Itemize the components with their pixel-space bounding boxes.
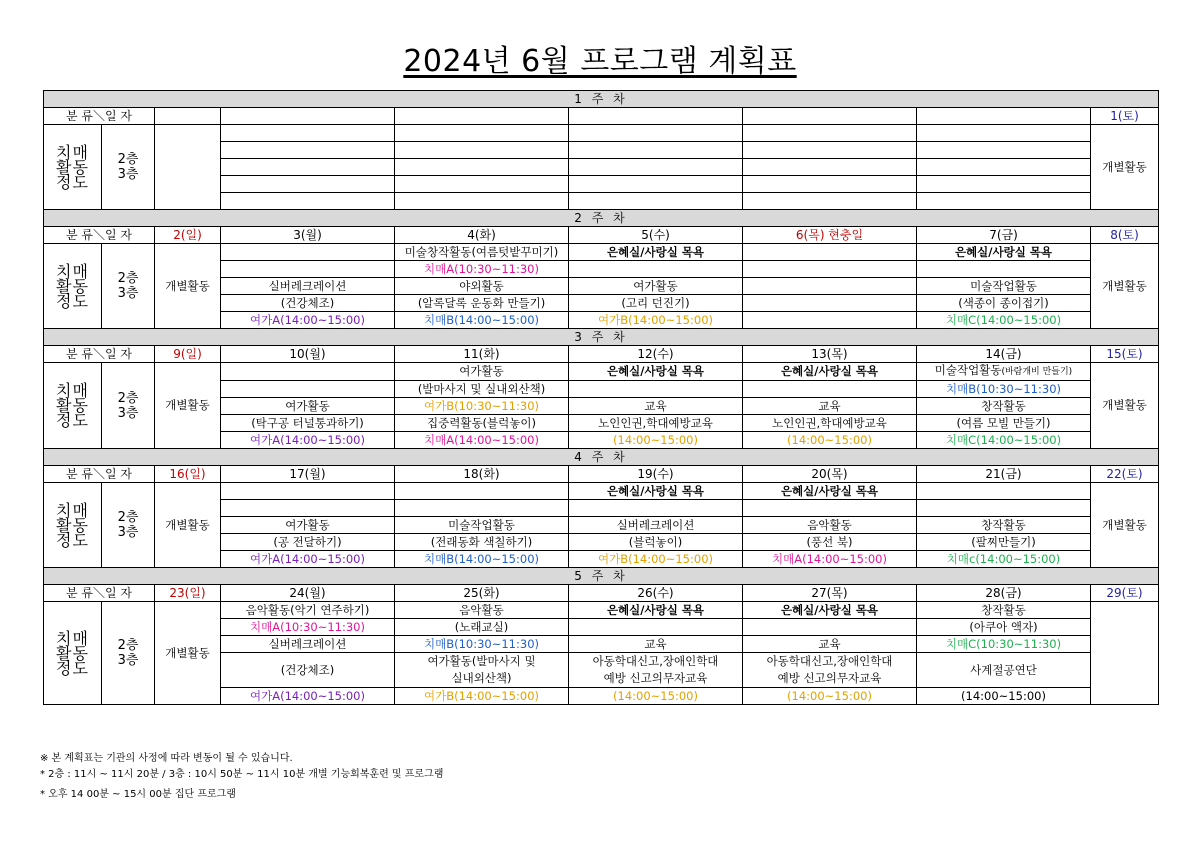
schedule-cell: 치매A(10:30~11:30)	[221, 619, 395, 636]
table-cell	[221, 108, 395, 125]
table-cell	[1091, 602, 1159, 705]
schedule-cell: 은혜실/사랑실 목욕	[569, 483, 743, 500]
schedule-cell: 음악활동	[743, 517, 917, 534]
schedule-cell: 노인인권,학대예방교육	[743, 415, 917, 432]
category-label: 치매 활동 정도	[44, 483, 102, 568]
schedule-cell: (팔찌만들기)	[917, 534, 1091, 551]
schedule-cell: 교육	[743, 636, 917, 653]
table-cell	[743, 381, 917, 398]
table-cell	[569, 176, 743, 193]
schedule-cell: 치매B(10:30~11:30)	[395, 636, 569, 653]
table-cell	[155, 108, 221, 125]
schedule-cell: 사계절공연단	[917, 653, 1091, 688]
table-cell	[917, 483, 1091, 500]
table-cell: 16(일)	[155, 466, 221, 483]
category-label: 치매 활동 정도	[44, 602, 102, 705]
table-cell: 19(수)	[569, 466, 743, 483]
footnote: * 2층 : 11시 ~ 11시 20분 / 3층 : 10시 50분 ~ 11시 10분 개별 기능회복훈련 및 프로그램	[40, 769, 444, 780]
schedule-cell: (14:00~15:00)	[743, 432, 917, 449]
table-cell: 개별활동	[155, 602, 221, 705]
table-cell	[917, 142, 1091, 159]
schedule-cell: (건강체조)	[221, 653, 395, 688]
schedule-cell: (색종이 종이접기)	[917, 295, 1091, 312]
schedule-cell: 여가B(10:30~11:30)	[395, 398, 569, 415]
week-header	[44, 210, 1159, 227]
schedule-cell: 아동학대신고,장애인학대 예방 신고의무자교육	[743, 653, 917, 688]
schedule-cell: 실버레크레이션	[221, 636, 395, 653]
schedule-cell: 여가B(14:00~15:00)	[395, 688, 569, 705]
table-cell	[569, 619, 743, 636]
schedule-cell: 치매A(14:00~15:00)	[743, 551, 917, 568]
schedule-cell: (14:00~15:00)	[743, 688, 917, 705]
floor-label: 2층 3층	[102, 125, 155, 210]
schedule-cell: 창작활동	[917, 398, 1091, 415]
table-cell	[917, 159, 1091, 176]
table-cell: 2 주 차	[44, 210, 1159, 227]
table-cell	[395, 483, 569, 500]
schedule-cell: 은혜실/사랑실 목욕	[569, 244, 743, 261]
table-cell: 2(일)	[155, 227, 221, 244]
week-header	[44, 329, 1159, 346]
table-cell: 25(화)	[395, 585, 569, 602]
schedule-cell: 음악활동	[395, 602, 569, 619]
schedule-cell: 여가활동	[395, 363, 569, 381]
date-saturday: 1(토)	[1091, 108, 1159, 125]
table-cell: 개별활동	[155, 363, 221, 449]
schedule-cell: 여가B(14:00~15:00)	[569, 551, 743, 568]
schedule-cell: 치매B(14:00~15:00)	[395, 551, 569, 568]
table-cell	[221, 500, 395, 517]
schedule-cell: (고리 던진기)	[569, 295, 743, 312]
table-cell: 27(목)	[743, 585, 917, 602]
table-cell: 13(목)	[743, 346, 917, 363]
table-cell	[395, 142, 569, 159]
table-cell	[743, 142, 917, 159]
table-cell	[395, 125, 569, 142]
table-cell	[221, 193, 395, 210]
schedule-cell: 치매A(10:30~11:30)	[395, 261, 569, 278]
table-cell: 분 류＼일 자	[44, 466, 155, 483]
table-cell	[743, 125, 917, 142]
table-cell: 21(금)	[917, 466, 1091, 483]
schedule-cell: 치매C(14:00~15:00)	[917, 312, 1091, 329]
schedule-cell: 음악활동(악기 연주하기)	[221, 602, 395, 619]
table-cell	[917, 500, 1091, 517]
table-cell	[221, 244, 395, 261]
schedule-cell: (발마사지 및 실내외산책)	[395, 381, 569, 398]
table-cell	[743, 312, 917, 329]
table-cell	[395, 176, 569, 193]
table-cell: 29(토)	[1091, 585, 1159, 602]
schedule-cell: 여가A(14:00~15:00)	[221, 432, 395, 449]
table-cell: 개별활동	[1091, 363, 1159, 449]
table-cell	[221, 363, 395, 381]
table-cell	[743, 193, 917, 210]
table-cell	[569, 500, 743, 517]
table-cell: 3(월)	[221, 227, 395, 244]
schedule-cell: 미술창작활동(여름텃밭꾸미기)	[395, 244, 569, 261]
table-cell	[743, 278, 917, 295]
table-cell	[917, 261, 1091, 278]
table-cell	[917, 125, 1091, 142]
schedule-cell: 야외활동	[395, 278, 569, 295]
schedule-cell: (아쿠아 액자)	[917, 619, 1091, 636]
schedule-cell: 실버레크레이션	[569, 517, 743, 534]
table-cell	[743, 244, 917, 261]
table-cell	[395, 159, 569, 176]
floor-label: 2층 3층	[102, 483, 155, 568]
table-cell	[221, 261, 395, 278]
schedule-cell: 여가B(14:00~15:00)	[569, 312, 743, 329]
schedule-cell: (풍선 북)	[743, 534, 917, 551]
table-cell: 개별활동	[1091, 483, 1159, 568]
table-cell	[569, 193, 743, 210]
schedule-cell: 은혜실/사랑실 목욕	[743, 602, 917, 619]
table-cell: 분 류＼일 자	[44, 346, 155, 363]
table-cell	[743, 500, 917, 517]
table-cell: 20(목)	[743, 466, 917, 483]
table-cell: 8(토)	[1091, 227, 1159, 244]
schedule-cell: 미술작업활동(바람개비 만들기)	[917, 363, 1091, 381]
day-header-row	[44, 227, 1159, 244]
table-cell	[743, 261, 917, 278]
table-cell: 4 주 차	[44, 449, 1159, 466]
schedule-cell: 여가A(14:00~15:00)	[221, 551, 395, 568]
week-header	[44, 449, 1159, 466]
schedule-cell: 창작활동	[917, 517, 1091, 534]
floor-label: 2층 3층	[102, 244, 155, 329]
table-cell	[743, 159, 917, 176]
table-cell	[569, 159, 743, 176]
schedule-cell: 여가활동	[221, 517, 395, 534]
table-cell: 24(월)	[221, 585, 395, 602]
schedule-cell: 은혜실/사랑실 목욕	[743, 363, 917, 381]
table-cell	[221, 483, 395, 500]
schedule-cell: (알록달록 운동화 만들기)	[395, 295, 569, 312]
table-cell: 14(금)	[917, 346, 1091, 363]
day-header-row	[44, 585, 1159, 602]
table-cell	[569, 108, 743, 125]
table-cell: 9(일)	[155, 346, 221, 363]
schedule-cell: 치매C(14:00~15:00)	[917, 432, 1091, 449]
schedule-cell: 여가활동(발마사지 및 실내외산책)	[395, 653, 569, 688]
schedule-cell: 노인인권,학대예방교육	[569, 415, 743, 432]
table-cell: 15(토)	[1091, 346, 1159, 363]
table-cell: 7(금)	[917, 227, 1091, 244]
table-cell: 10(월)	[221, 346, 395, 363]
schedule-cell: (공 전달하기)	[221, 534, 395, 551]
schedule-cell: 치매B(10:30~11:30)	[917, 381, 1091, 398]
schedule-cell: (탁구공 터널통과하기)	[221, 415, 395, 432]
schedule-cell: (블럭놓이)	[569, 534, 743, 551]
table-cell	[569, 142, 743, 159]
schedule-cell: (노래교실)	[395, 619, 569, 636]
table-cell	[743, 108, 917, 125]
table-cell: 1 주 차	[44, 91, 1159, 108]
footnote: * 오후 14 00분 ~ 15시 00분 집단 프로그램	[40, 789, 236, 800]
schedule-cell: 미술작업활동	[395, 517, 569, 534]
table-cell	[743, 176, 917, 193]
schedule-cell: 교육	[569, 636, 743, 653]
schedule-cell: (14:00~15:00)	[917, 688, 1091, 705]
table-cell: 26(수)	[569, 585, 743, 602]
schedule-cell: 은혜실/사랑실 목욕	[743, 483, 917, 500]
table-cell: 6(목) 현충일	[743, 227, 917, 244]
schedule-cell: 여가활동	[569, 278, 743, 295]
week-header	[44, 91, 1159, 108]
schedule-cell: 교육	[569, 398, 743, 415]
table-cell: 12(수)	[569, 346, 743, 363]
table-cell	[569, 125, 743, 142]
table-cell	[569, 261, 743, 278]
table-cell: 23(일)	[155, 585, 221, 602]
category-label: 치매 활동 정도	[44, 363, 102, 449]
table-cell: 17(월)	[221, 466, 395, 483]
schedule-cell: (전래동화 색칠하기)	[395, 534, 569, 551]
day-header-row	[44, 466, 1159, 483]
table-cell: 분 류＼일 자	[44, 585, 155, 602]
table-cell: 3 주 차	[44, 329, 1159, 346]
schedule-cell: 치매c(14:00~15:00)	[917, 551, 1091, 568]
footnotes	[40, 751, 443, 803]
table-cell	[395, 500, 569, 517]
category-label: 치매 활동 정도	[44, 125, 102, 210]
page-title: 2024년 6월 프로그램 계획표	[403, 44, 797, 79]
footnote: ※ 본 계획표는 기관의 사정에 따라 변동이 될 수 있습니다.	[40, 753, 293, 764]
table-cell	[917, 193, 1091, 210]
schedule-cell: 집중력활동(블럭놓이)	[395, 415, 569, 432]
table-cell: 개별활동	[155, 483, 221, 568]
schedule-cell: 여가A(14:00~15:00)	[221, 312, 395, 329]
table-cell: 18(화)	[395, 466, 569, 483]
table-cell: 4(화)	[395, 227, 569, 244]
category-date-label: 분 류＼일 자	[44, 108, 155, 125]
table-cell	[917, 176, 1091, 193]
table-cell	[221, 176, 395, 193]
schedule-cell: 미술작업활동	[917, 278, 1091, 295]
schedule-cell: (14:00~15:00)	[569, 432, 743, 449]
schedule-cell: (14:00~15:00)	[569, 688, 743, 705]
table-cell	[221, 159, 395, 176]
table-cell	[395, 108, 569, 125]
table-cell: 5 주 차	[44, 568, 1159, 585]
table-cell: 28(금)	[917, 585, 1091, 602]
schedule-cell: 치매A(14:00~15:00)	[395, 432, 569, 449]
table-cell: 분 류＼일 자	[44, 227, 155, 244]
schedule-cell: 치매C(10:30~11:30)	[917, 636, 1091, 653]
schedule-cell: 교육	[743, 398, 917, 415]
schedule-cell: 여가A(14:00~15:00)	[221, 688, 395, 705]
table-cell: 22(토)	[1091, 466, 1159, 483]
table-cell: 개별활동	[155, 244, 221, 329]
schedule-cell: 은혜실/사랑실 목욕	[569, 602, 743, 619]
table-cell	[569, 381, 743, 398]
schedule-cell: 실버레크레이션	[221, 278, 395, 295]
table-cell	[743, 295, 917, 312]
table-cell: 개별활동	[1091, 244, 1159, 329]
day-header-row	[44, 346, 1159, 363]
floor-label: 2층 3층	[102, 363, 155, 449]
category-label: 치매 활동 정도	[44, 244, 102, 329]
table-cell	[221, 125, 395, 142]
week-header	[44, 568, 1159, 585]
table-cell	[743, 619, 917, 636]
schedule-cell: 치매B(14:00~15:00)	[395, 312, 569, 329]
table-cell	[917, 108, 1091, 125]
table-cell	[395, 193, 569, 210]
schedule-cell: (건강체조)	[221, 295, 395, 312]
table-cell	[221, 142, 395, 159]
schedule-cell: 은혜실/사랑실 목욕	[917, 244, 1091, 261]
day-header-row	[44, 108, 1159, 125]
schedule-cell: 여가활동	[221, 398, 395, 415]
schedule-cell: 은혜실/사랑실 목욕	[569, 363, 743, 381]
table-cell	[155, 125, 221, 210]
schedule-cell: 아동학대신고,장애인학대 예방 신고의무자교육	[569, 653, 743, 688]
schedule-cell: 창작활동	[917, 602, 1091, 619]
table-cell	[221, 381, 395, 398]
schedule-cell: (여름 모빌 만들기)	[917, 415, 1091, 432]
table-cell: 5(수)	[569, 227, 743, 244]
program-table	[43, 90, 1159, 705]
table-cell: 11(화)	[395, 346, 569, 363]
floor-label: 2층 3층	[102, 602, 155, 705]
individual-activity: 개별활동	[1091, 125, 1159, 210]
